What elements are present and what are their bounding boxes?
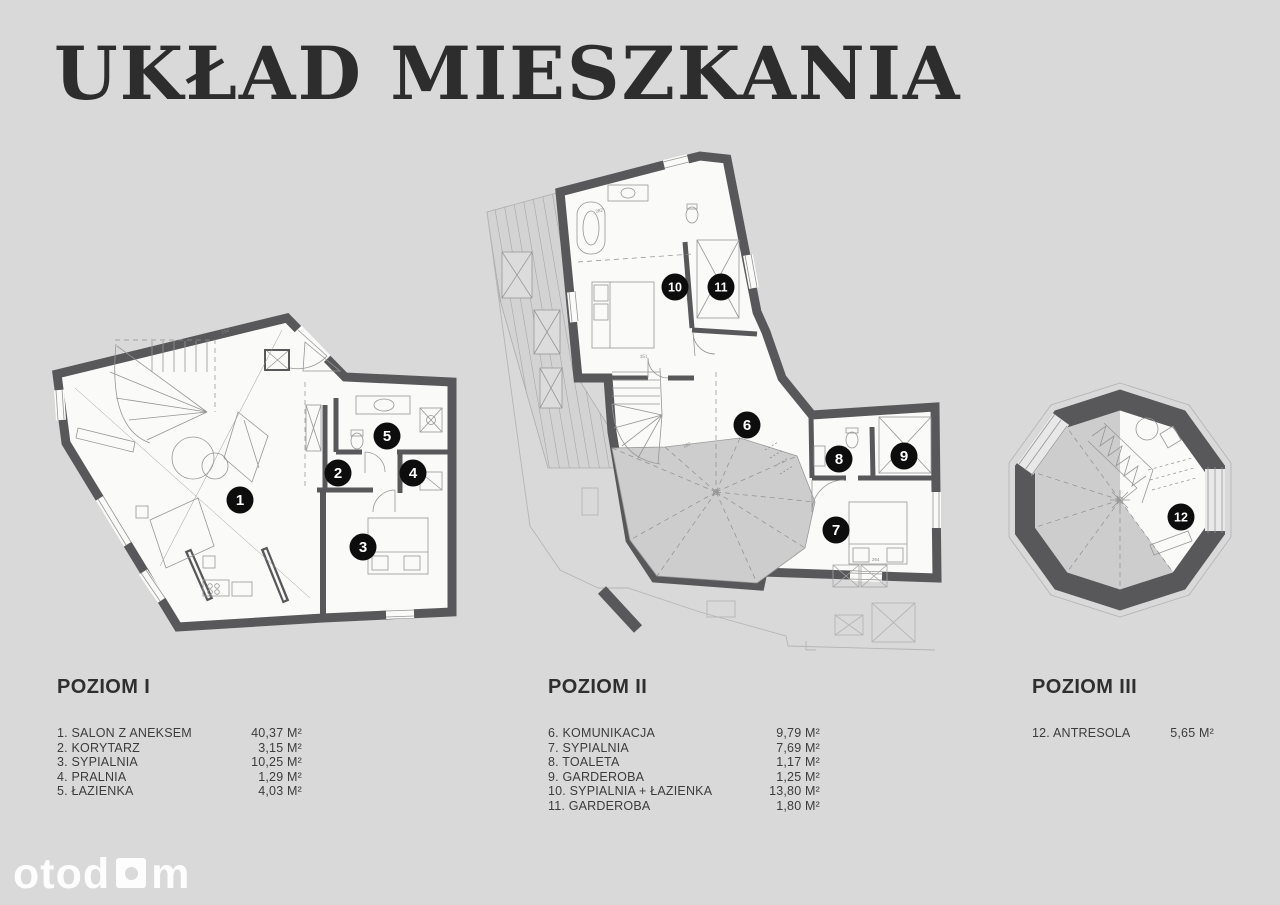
page-title: UKŁAD MIESZKANIA <box>54 31 962 117</box>
room-label: 6. KOMUNIKACJA <box>548 726 655 740</box>
legend-room-row <box>57 770 302 785</box>
outer-walls <box>57 318 452 627</box>
svg-text:5: 5 <box>382 428 392 445</box>
legend-room-row <box>548 726 820 741</box>
legend-room-row <box>548 770 820 785</box>
svg-text:4: 4 <box>408 465 418 482</box>
room-label: 7. SYPIALNIA <box>548 740 629 755</box>
svg-text:2: 2 <box>333 465 343 482</box>
room-area: 9,79 M² <box>776 726 820 740</box>
legend-level-3 <box>1032 676 1214 741</box>
legend-room-row <box>548 755 820 770</box>
room-area: 1,29 M² <box>258 769 302 784</box>
svg-text:6: 6 <box>742 417 752 434</box>
room-label: 10. SYPIALNIA + ŁAZIENKA <box>548 784 713 799</box>
svg-text:12: 12 <box>1174 510 1188 525</box>
room-area: 1,25 M² <box>776 769 820 784</box>
room-area: 10,25 M² <box>251 755 302 770</box>
floor-plan-level-2 <box>460 145 960 670</box>
svg-text:3: 3 <box>358 539 368 556</box>
level-3-heading: POZIOM III <box>1032 676 1138 698</box>
svg-text:214: 214 <box>220 327 230 335</box>
svg-text:7: 7 <box>831 522 841 539</box>
otodom-logo-text-right: m <box>151 850 191 898</box>
svg-text:9: 9 <box>899 448 909 465</box>
legend-rows <box>1032 726 1214 741</box>
room-label: 3. SYPIALNIA <box>57 755 138 770</box>
room-label: 8. TOALETA <box>548 755 620 770</box>
legend-room-row <box>548 799 820 814</box>
svg-text:264: 264 <box>872 557 880 562</box>
svg-text:182: 182 <box>682 441 692 449</box>
legend-room-row <box>57 755 302 770</box>
svg-text:282: 282 <box>594 207 604 214</box>
otodom-logo-text-left: otod <box>13 850 111 898</box>
svg-text:8: 8 <box>834 451 844 468</box>
room-area: 1,17 M² <box>776 755 820 770</box>
room-label: 9. GARDEROBA <box>548 769 645 784</box>
floor-plan-level-1 <box>40 295 480 665</box>
svg-text:11: 11 <box>714 280 728 295</box>
room-label: 11. GARDEROBA <box>548 798 651 813</box>
legend-level-1 <box>57 676 302 799</box>
legend-room-row <box>57 726 302 741</box>
floor-plan-level-3 <box>985 375 1255 635</box>
otodom-logo-square-icon <box>116 858 146 888</box>
room-area: 4,03 M² <box>258 784 302 799</box>
legend-level-2 <box>548 676 820 814</box>
room-label: 1. SALON Z ANEKSEM <box>57 726 192 740</box>
svg-text:10: 10 <box>668 280 682 295</box>
legend-room-row <box>548 741 820 756</box>
legend-room-row <box>1032 726 1214 741</box>
svg-text:351: 351 <box>639 353 648 359</box>
svg-text:1: 1 <box>235 492 245 509</box>
level-1-heading: POZIOM I <box>57 676 151 698</box>
room-badges <box>1168 504 1195 531</box>
otodom-logo <box>13 850 191 898</box>
legend-rows <box>57 726 302 799</box>
room-label: 12. ANTRESOLA <box>1032 726 1131 740</box>
room-area: 1,80 M² <box>776 798 820 813</box>
level-2-heading: POZIOM II <box>548 676 648 698</box>
legend-room-row <box>57 784 302 799</box>
room-area: 40,37 M² <box>251 726 302 740</box>
room-label: 4. PRALNIA <box>57 769 127 784</box>
legend-room-row <box>57 741 302 756</box>
room-area: 7,69 M² <box>776 740 820 755</box>
room-label: 2. KORYTARZ <box>57 740 141 755</box>
legend-rows <box>548 726 820 814</box>
room-label: 5. ŁAZIENKA <box>57 784 134 799</box>
legend-room-row <box>548 784 820 799</box>
room-area: 3,15 M² <box>258 740 302 755</box>
room-area: 5,65 M² <box>1170 726 1214 740</box>
room-area: 13,80 M² <box>769 784 820 799</box>
otodom-logo-circle-icon <box>125 867 138 880</box>
